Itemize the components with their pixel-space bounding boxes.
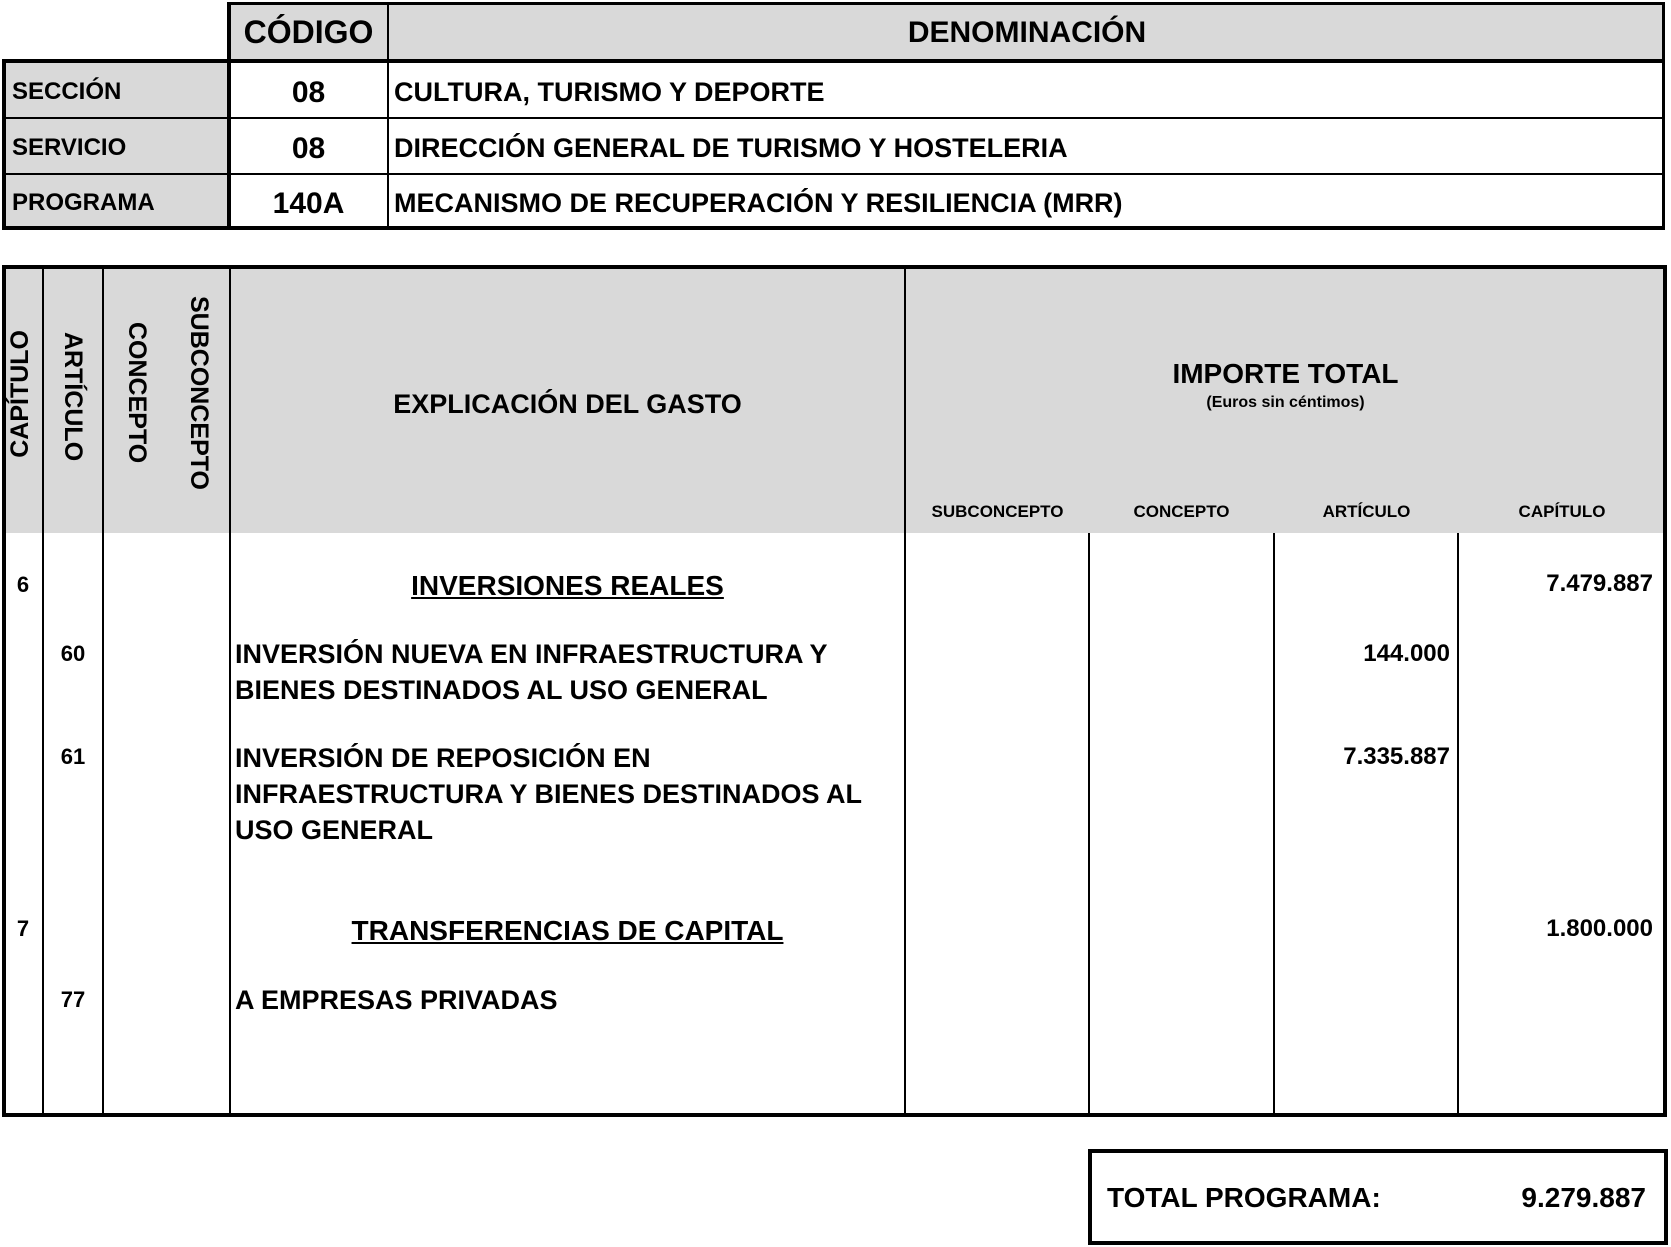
divider bbox=[102, 267, 104, 1115]
articulo-text-line: A EMPRESAS PRIVADAS bbox=[235, 985, 558, 1015]
articulo-code: 77 bbox=[60, 987, 86, 1012]
servicio-code: 08 bbox=[291, 132, 326, 165]
codigo-header: CÓDIGO bbox=[243, 14, 374, 50]
capitulo-amount: 1.800.000 bbox=[1546, 915, 1653, 942]
seccion-label: SECCIÓN bbox=[12, 78, 122, 105]
capitulo-header: CAPÍTULO bbox=[6, 330, 34, 458]
capitulo-title: TRANSFERENCIAS DE CAPITAL bbox=[351, 915, 784, 946]
importe-subtitle: (Euros sin céntimos) bbox=[1206, 394, 1365, 411]
divider bbox=[2, 173, 1665, 175]
programa-code: 140A bbox=[272, 187, 345, 220]
concepto-header: CONCEPTO bbox=[123, 322, 151, 464]
capitulo-subheader: CAPÍTULO bbox=[1518, 502, 1606, 521]
denominacion-header: DENOMINACIÓN bbox=[907, 16, 1147, 49]
capitulo-code: 7 bbox=[16, 916, 30, 941]
seccion-name: CULTURA, TURISMO Y DEPORTE bbox=[394, 77, 825, 107]
articulo-code: 60 bbox=[60, 641, 86, 666]
programa-label: PROGRAMA bbox=[12, 189, 155, 216]
explicacion-header: EXPLICACIÓN DEL GASTO bbox=[393, 389, 742, 419]
articulo-amount: 7.335.887 bbox=[1343, 743, 1450, 770]
servicio-name: DIRECCIÓN GENERAL DE TURISMO Y HOSTELERIA bbox=[394, 133, 1068, 163]
articulo-text-line: USO GENERAL bbox=[235, 815, 434, 845]
servicio-label: SERVICIO bbox=[12, 134, 127, 161]
articulo-text-line: BIENES DESTINADOS AL USO GENERAL bbox=[235, 675, 768, 705]
total-programa-box bbox=[1088, 1149, 1668, 1245]
articulo-text-line: INFRAESTRUCTURA Y BIENES DESTINADOS AL bbox=[235, 779, 863, 809]
articulo-text-line: INVERSIÓN NUEVA EN INFRAESTRUCTURA Y bbox=[235, 639, 828, 669]
divider bbox=[1273, 533, 1275, 1115]
divider bbox=[2, 117, 1665, 119]
articulo-code: 61 bbox=[60, 744, 86, 769]
importe-total-header: IMPORTE TOTAL bbox=[1172, 358, 1399, 389]
seccion-code: 08 bbox=[291, 76, 326, 109]
capitulo-code: 6 bbox=[16, 572, 30, 597]
total-label: TOTAL PROGRAMA: bbox=[1107, 1182, 1381, 1213]
subconcepto-subheader: SUBCONCEPTO bbox=[931, 502, 1064, 521]
concepto-subheader: CONCEPTO bbox=[1133, 502, 1230, 521]
articulo-header: ARTÍCULO bbox=[59, 332, 87, 462]
articulo-subheader: ARTÍCULO bbox=[1322, 502, 1411, 521]
divider bbox=[1088, 533, 1090, 1115]
articulo-text-line: INVERSIÓN DE REPOSICIÓN EN bbox=[235, 743, 651, 773]
capitulo-amount: 7.479.887 bbox=[1546, 570, 1653, 597]
articulo-amount: 144.000 bbox=[1363, 640, 1450, 667]
capitulo-title: INVERSIONES REALES bbox=[411, 570, 724, 601]
total-value: 9.279.887 bbox=[1521, 1182, 1646, 1213]
programa-name: MECANISMO DE RECUPERACIÓN Y RESILIENCIA (MRR) bbox=[394, 188, 1123, 218]
subconcepto-header: SUBCONCEPTO bbox=[185, 296, 213, 491]
divider bbox=[1457, 533, 1459, 1115]
